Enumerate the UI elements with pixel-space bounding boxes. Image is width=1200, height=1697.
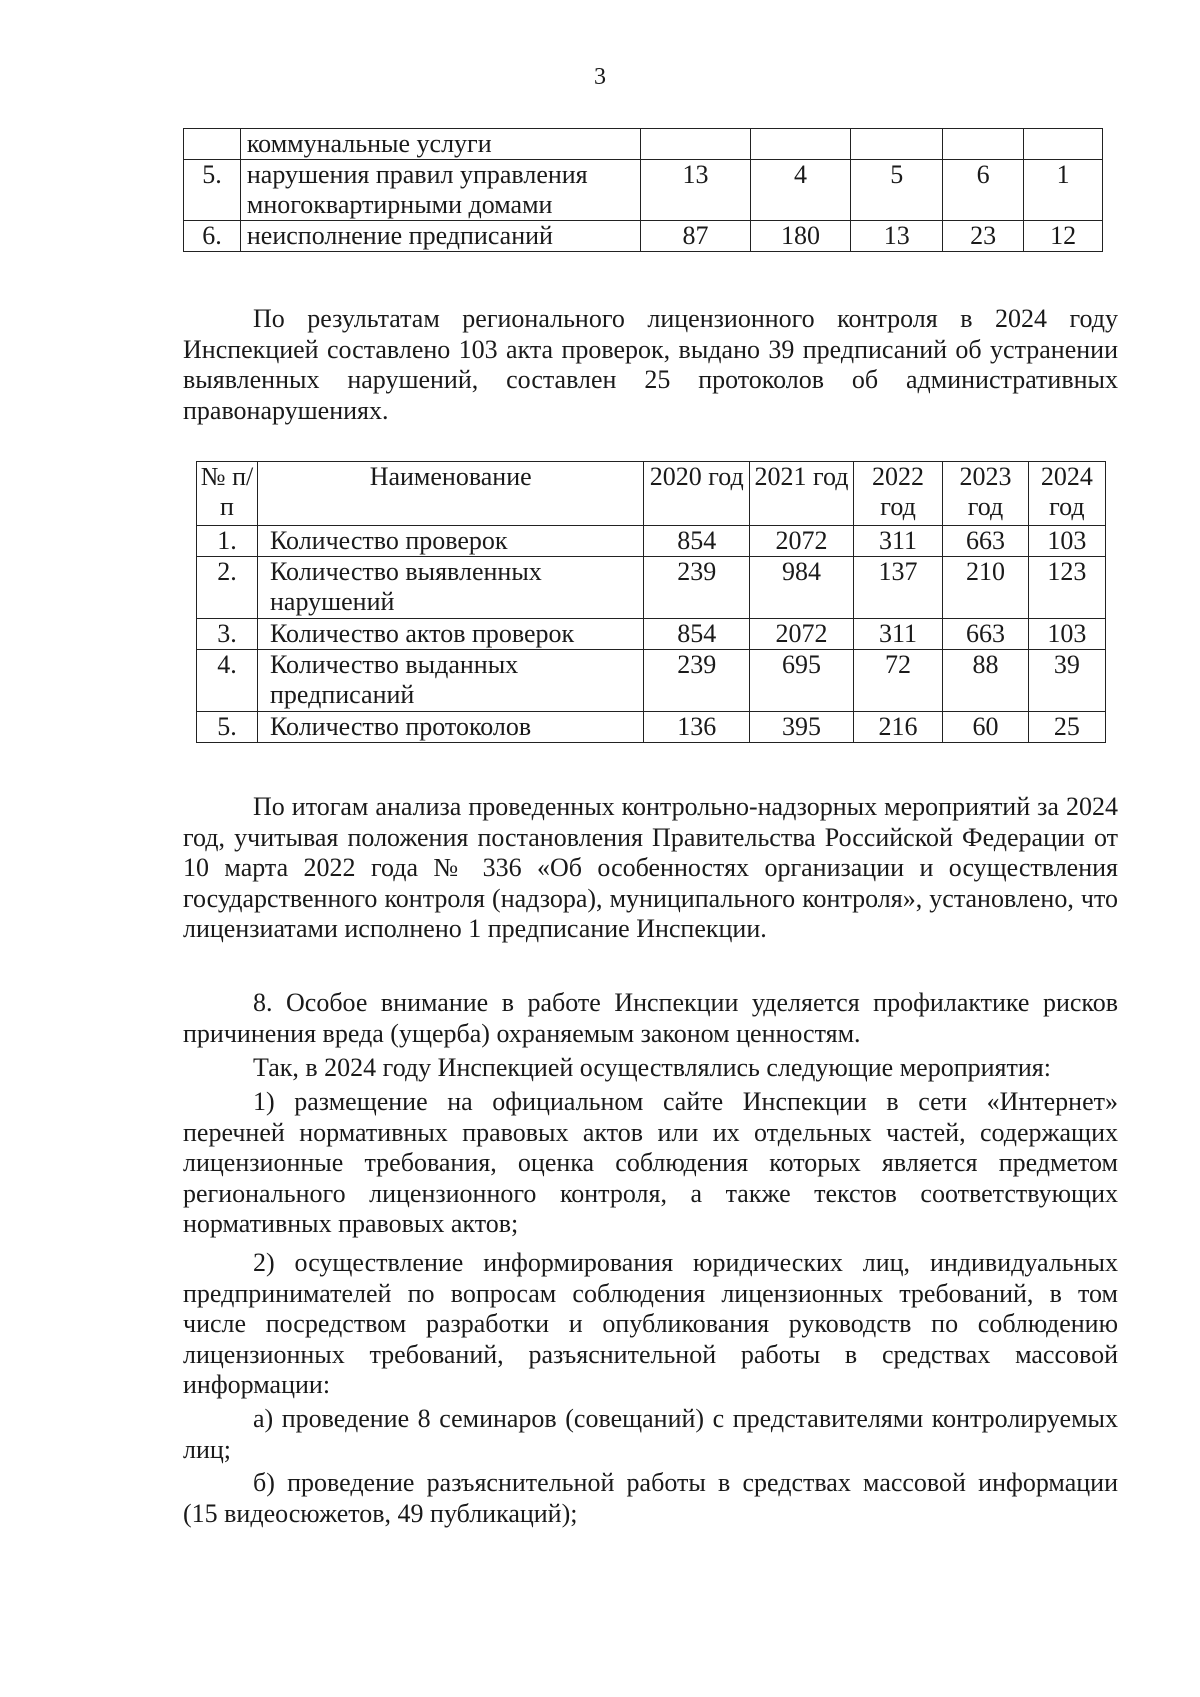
value-cell: 13 <box>851 221 943 252</box>
table-row <box>197 526 1106 557</box>
row-name: коммунальные услуги <box>240 129 640 160</box>
value-cell: 239 <box>644 650 750 712</box>
row-name: Количество актов проверок <box>258 619 644 650</box>
value-cell: 12 <box>1024 221 1103 252</box>
value-cell: 25 <box>1028 712 1105 743</box>
row-number: 1. <box>197 526 258 557</box>
value-cell: 854 <box>644 619 750 650</box>
row-number: 2. <box>197 557 258 619</box>
list-item-a: а) проведение 8 семинаров (совещаний) с представителями контролируемых лиц; <box>183 1404 1118 1464</box>
value-cell: 6 <box>943 160 1024 221</box>
page-number: 3 <box>594 64 606 90</box>
header-year: 2022 год <box>853 462 942 526</box>
list-item-2: 2) осуществление информирования юридических лиц, индивидуальных предпринимателей по вопросам соблюдения лицензионных требований, в том числе посредством разработки и опубликования руководств по соблюдению лицензионных требований, разъяснительной работы в средствах массовой информации: <box>183 1248 1118 1399</box>
inspection-stats-table <box>196 461 1106 743</box>
table-header-row <box>197 462 1106 526</box>
row-name: нарушения правил управления многоквартирными домами <box>240 160 640 221</box>
value-cell: 180 <box>750 221 851 252</box>
value-cell: 2072 <box>750 526 854 557</box>
value-cell: 39 <box>1028 650 1105 712</box>
list-item-b: б) проведение разъяснительной работы в средствах массовой информации (15 видеосюжетов, 49 публикаций); <box>183 1468 1118 1528</box>
table-row <box>197 619 1106 650</box>
value-cell: 60 <box>943 712 1028 743</box>
value-cell: 137 <box>853 557 942 619</box>
list-item-1: 1) размещение на официальном сайте Инспекции в сети «Интернет» перечней нормативных правовых актов или их отдельных частей, содержащих лицензионные требования, оценка соблюдения которых является предметом регионального лицензионного контроля, а также текстов соответствующих нормативных правовых актов; <box>183 1087 1118 1238</box>
header-year: 2021 год <box>750 462 854 526</box>
table-row <box>197 557 1106 619</box>
row-name: неисполнение предписаний <box>240 221 640 252</box>
value-cell: 239 <box>644 557 750 619</box>
value-cell: 216 <box>853 712 942 743</box>
value-cell: 72 <box>853 650 942 712</box>
table-row <box>197 712 1106 743</box>
row-name: Количество проверок <box>258 526 644 557</box>
value-cell <box>943 129 1024 160</box>
value-cell: 984 <box>750 557 854 619</box>
table-row <box>184 160 1103 221</box>
row-name: Количество выданных предписаний <box>258 650 644 712</box>
paragraph-analysis: По итогам анализа проведенных контрольно-надзорных мероприятий за 2024 год, учитывая положения постановления Правительства Российской Федерации от 10 марта 2022 года № 336 «Об особенностях организации и осуществления государственного контроля (надзора), муниципального контроля», установлено, что лицензиатами исполнено 1 предписание Инспекции. <box>183 792 1118 943</box>
value-cell <box>1024 129 1103 160</box>
value-cell <box>851 129 943 160</box>
value-cell: 103 <box>1028 619 1105 650</box>
value-cell: 123 <box>1028 557 1105 619</box>
value-cell: 103 <box>1028 526 1105 557</box>
header-name: Наименование <box>258 462 644 526</box>
value-cell: 4 <box>750 160 851 221</box>
paragraph-prevention: 8. Особое внимание в работе Инспекции уделяется профилактике рисков причинения вреда (ущерба) охраняемым законом ценностям. <box>183 988 1118 1048</box>
row-number: 4. <box>197 650 258 712</box>
violations-table-continued <box>183 128 1103 252</box>
row-number: 5. <box>197 712 258 743</box>
value-cell: 663 <box>943 619 1028 650</box>
row-number: 3. <box>197 619 258 650</box>
header-year: 2024 год <box>1028 462 1105 526</box>
row-name: Количество протоколов <box>258 712 644 743</box>
value-cell <box>641 129 750 160</box>
value-cell: 695 <box>750 650 854 712</box>
header-year: 2023 год <box>943 462 1028 526</box>
table-row <box>184 221 1103 252</box>
value-cell: 854 <box>644 526 750 557</box>
value-cell <box>750 129 851 160</box>
value-cell: 210 <box>943 557 1028 619</box>
value-cell: 88 <box>943 650 1028 712</box>
value-cell: 1 <box>1024 160 1103 221</box>
table-row <box>184 129 1103 160</box>
value-cell: 2072 <box>750 619 854 650</box>
row-number: 5. <box>184 160 241 221</box>
row-number <box>184 129 241 160</box>
value-cell: 87 <box>641 221 750 252</box>
header-year: 2020 год <box>644 462 750 526</box>
value-cell: 136 <box>644 712 750 743</box>
paragraph-license-results: По результатам регионального лицензионного контроля в 2024 году Инспекцией составлено 103 акта проверок, выдано 39 предписаний об устранении выявленных нарушений, составлен 25 протоколов об административных правонарушениях. <box>183 304 1118 425</box>
value-cell: 311 <box>853 526 942 557</box>
table-row <box>197 650 1106 712</box>
value-cell: 311 <box>853 619 942 650</box>
header-number: № п/п <box>197 462 258 526</box>
value-cell: 663 <box>943 526 1028 557</box>
value-cell: 5 <box>851 160 943 221</box>
value-cell: 13 <box>641 160 750 221</box>
paragraph-activities-intro: Так, в 2024 году Инспекцией осуществлялись следующие мероприятия: <box>253 1053 1051 1082</box>
row-number: 6. <box>184 221 241 252</box>
row-name: Количество выявленных нарушений <box>258 557 644 619</box>
value-cell: 23 <box>943 221 1024 252</box>
value-cell: 395 <box>750 712 854 743</box>
